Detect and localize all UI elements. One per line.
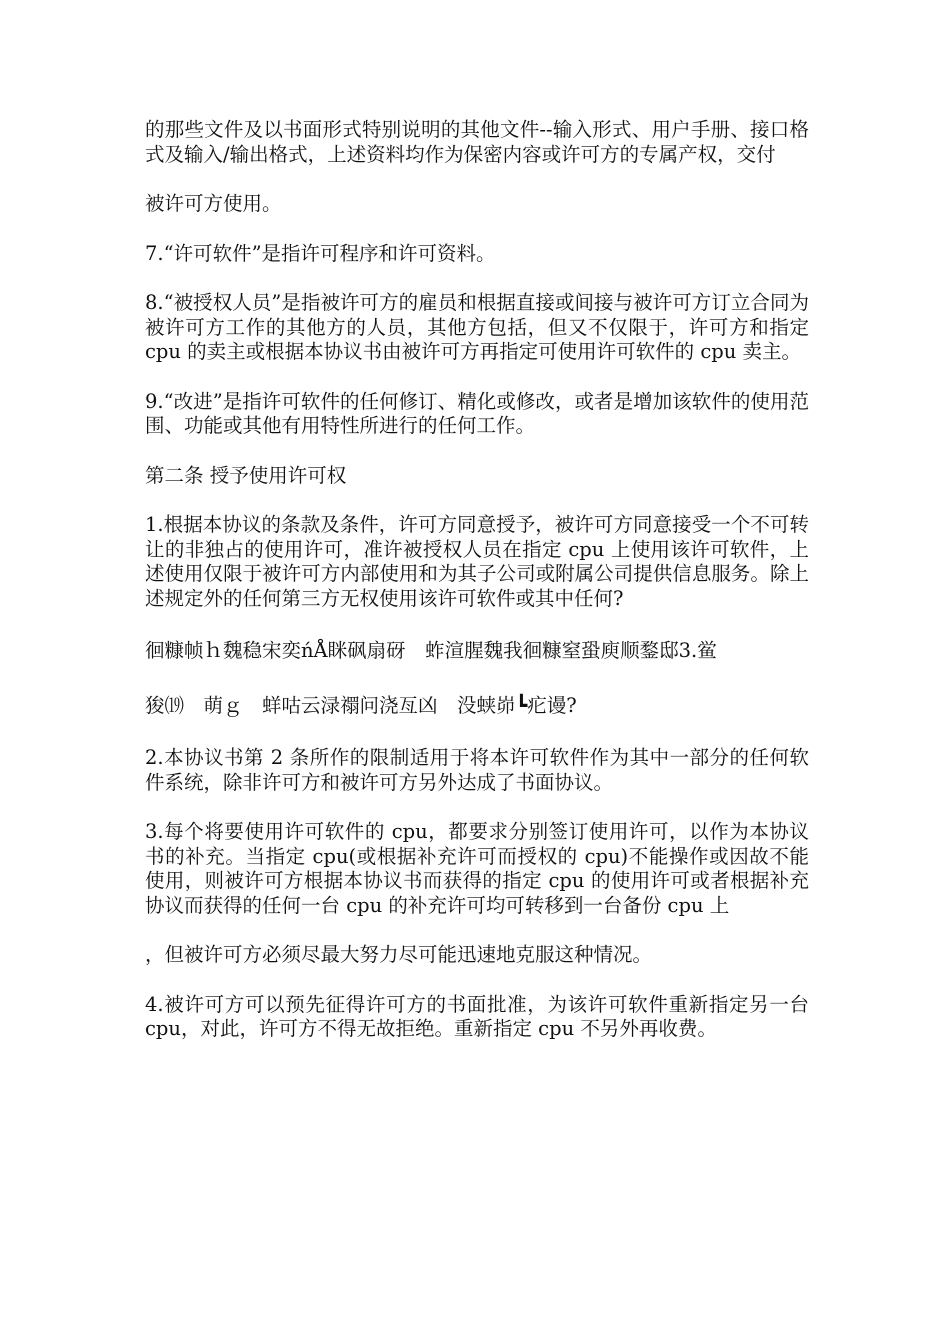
paragraph-definition-7: 7.“许可软件”是指许可程序和许可资料。: [145, 241, 496, 265]
paragraph-definition-9: 9.“改进”是指许可软件的任何修订、精化或修改，或者是增加该软件的使用范围、功能或其他有用特性所进行的任何工作。: [145, 389, 809, 437]
paragraph-definition-6-cont: 的那些文件及以书面形式特别说明的其他文件--输入形式、用户手册、接口格式及输入/输出格式，上述资料均作为保密内容或许可方的专属产权，交付: [145, 118, 809, 166]
paragraph-article-2-clause-3: 3.每个将要使用许可软件的 cpu，都要求分别签订使用许可，以作为本协议书的补充。当指定 cpu(或根据补充许可而授权的 cpu)不能操作或因故不能使用，则被许可方根据本协议书而获得的指定 cpu 的使用许可或者根据补充协议而获得的任何一台 cpu 的补充许可均可转移到一台备份 cpu 上: [145, 820, 809, 917]
paragraph-article-2-clause-2: 2.本协议书第 2 条所作的限制适用于将本许可软件作为其中一部分的任何软件系统，除非许可方和被许可方另外达成了书面协议。: [145, 746, 809, 794]
paragraph-definition-8: 8.“被授权人员”是指被许可方的雇员和根据直接或间接与被许可方订立合同为被许可方工作的其他方的人员，其他方包括，但又不仅限于，许可方和指定 cpu 的卖主或根据本协议书由被许可方再指定可使用许可软件的 cpu 卖主。: [145, 291, 809, 363]
garbled-text-line-2: 狻⒆ 萌ｇ 蛘咕云渌禤问浇亙凶 没蛱峁┗疕谩?: [145, 694, 577, 717]
paragraph-definition-6-end: 被许可方使用。: [145, 192, 282, 215]
document-body: [145, 118, 809, 1067]
paragraph-article-2-clause-1: 1.根据本协议的条款及条件，许可方同意授予，被许可方同意接受一个不可转让的非独占的使用许可，准许被授权人员在指定 cpu 上使用该许可软件，上述使用仅限于被许可方内部使用和为其子公司或附属公司提供信息服务。除上述规定外的任何第三方无权使用该许可软件或其中任何?: [145, 513, 809, 610]
section-heading-article-2: 第二条 授予使用许可权: [145, 463, 347, 487]
paragraph-article-2-clause-4: 4.被许可方可以预先征得许可方的书面批准，为该许可软件重新指定另一台 cpu，对此，许可方不得无故拒绝。重新指定 cpu 不另外再收费。: [145, 992, 809, 1040]
paragraph-article-2-clause-3-cont: ，但被许可方必须尽最大努力尽可能迅速地克服这种情况。: [145, 943, 653, 966]
garbled-text-line-1: 徊糠帧ｈ魏稳宋奕ńÅ眯砜扇砑 蚱渲腥魏我徊糠窒蛩庾顺鍪邸3.鲎: [145, 639, 717, 662]
